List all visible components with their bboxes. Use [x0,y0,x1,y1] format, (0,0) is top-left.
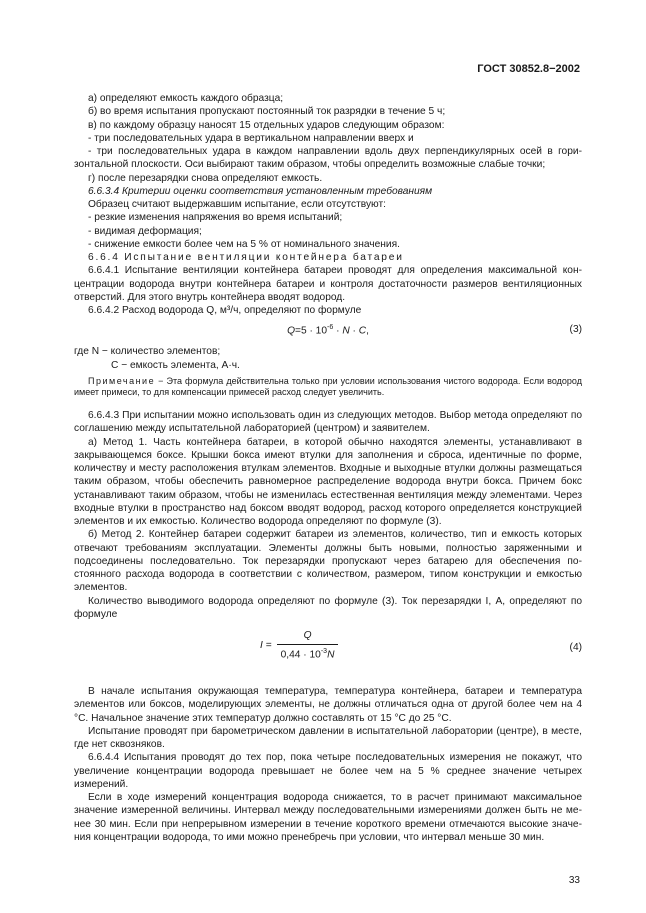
pressure-paragraph: Испытание проводят при барометрическом давлении в испытательной лаборатории (центре), в месте, где нет сквозняков. [74,725,582,751]
criteria-intro: Образец считают выдержавшим испытание, если отсутствуют: [88,199,386,210]
method-1: а) Метод 1. Часть контейнера батареи, в которой обычно находятся элементы, устанавливают в закрывающемся боксе. Крышки бокса имеют втулки для заполнения и сброса, идентичные по форме, количеству и месту расположения втулкам элементов. Входные и выходные втулки должны размещаться таким образом, чтобы обеспечить равномерное распределение водорода внутри бокса. Причем бокс устанавливают таким образом, чтобы не изменилась естественная вентиляция между элементами. Через входные втулки в пространство над боксом вводят водород, расход которого определяется конструкцией элементов и их емкостью. Количество водорода определяют по формуле (3). [74,436,582,528]
document-body [74,92,582,844]
formula-3-number: (3) [569,324,582,336]
item-v-dash-2: - три последовательных удара в каждом направлении вдоль двух перпендикулярных осей в горизонтальной плоскости. Оси выбирают таким образом, чтобы определить возможные слабые точки; [74,146,582,171]
formula-3-expression: $Q=5 \cdot 10^{-6} \cdot N \cdot C$, [287,324,369,337]
paragraph-6-6-4-3: 6.6.4.3 При испытании можно использовать один из следующих методов. Выбор метода определяют по соглашению между испытательной лабораторией (центром) и заявителем. [74,410,582,435]
where-c: C − емкость элемента, А·ч. [111,359,240,371]
criteria-item-2: - видимая деформация; [88,225,202,237]
item-v-dash-1: - три последовательных удара в вертикальном направлении вверх и [88,132,414,144]
paragraph-6-6-4-2: 6.6.4.2 Расход водорода Q, м³/ч, определяют по формуле [88,305,362,316]
page-number: 33 [568,875,580,886]
item-b: б) во время испытания пропускают постоянный ток разрядки в течение 5 ч; [88,106,446,118]
formula-3 [74,321,582,341]
section-6-6-3-4-heading: 6.6.3.4 Критерии оценки соответствия установленным требованиям [88,185,433,197]
where-n: где N − количество элементов; [74,346,221,358]
note-label: Примечание [88,375,156,386]
paragraph-6-6-4-4: 6.6.4.4 Испытания проводят до тех пор, пока четыре последовательных измерения не покажут, что увеличение концентрации водорода превышает не более чем на 5 % среднее значение четырех измерений. [74,752,582,790]
formula-4 [74,629,582,675]
current-formula-intro: Количество выводимого водорода определяют по формуле (3). Ток перезарядки I, А, определяют по формуле [74,595,582,620]
temperature-paragraph: В начале испытания окружающая температура, температура контейнера, батареи и температура элементов или боксов, моделирующих элементы, не должны отличаться одна от другой более чем на 4 °С. Начальное значение этих температур должно составлять от 15 °С до 25 °С. [74,686,582,724]
criteria-item-3: - снижение емкости более чем на 5 % от номинального значения. [88,238,400,250]
note-text: − Эта формула действительна только при условии использования чистого водорода. Если водород имеет примеси, то для компенсации примесей расход следует увеличить. [74,375,582,398]
final-paragraph: Если в ходе измерений концентрация водорода снижается, то в расчет принимают максимальное значение измеренной величины. Интервал между последовательными измерениями должен быть не менее 30 мин. Если при непрерывном измерении в течение короткого времени отмечаются высокие значения концентрации водорода, то ими можно пренебречь при условии, что интервал меньше 30 мин. [74,792,582,843]
item-v: в) по каждому образцу наносят 15 отдельных ударов следующим образом: [88,119,445,131]
paragraph-6-6-4-1: 6.6.4.1 Испытание вентиляции контейнера батареи проводят для определения максимальной концентрации водорода внутри контейнера батареи и контроля достаточности размеров вентиляционных отверстий. Для этого внутрь контейнера вводят водород. [74,265,582,303]
item-a: а) определяют емкость каждого образца; [88,93,284,104]
section-6-6-4-heading: 6.6.4 Испытание вентиляции контейнера батареи [88,252,404,263]
item-g: г) после перезарядки снова определяют емкость. [88,172,323,184]
criteria-item-1: - резкие изменения напряжения во время испытаний; [88,212,343,224]
formula-4-denominator: $0,44 \cdot 10^{-3}N$ [277,644,339,662]
note [74,376,582,399]
standard-header: ГОСТ 30852.8−2002 [477,63,580,75]
formula-4-fraction [277,629,339,662]
formula-4-lhs: I = [260,639,272,651]
method-2: б) Метод 2. Контейнер батареи содержит батареи из элементов, количество, тип и емкость которых отвечают требованиям эксплуатации. Элементы должны быть новыми, полностью заряженными и подсоединены последовательно. Ток перезарядки пропускают через батарею для обеспечения постоянного расхода водорода в соответствии с количеством, размером, типом конструкции и емкостью элементов. [74,529,582,594]
formula-4-number: (4) [569,642,582,654]
formula-4-numerator: Q [303,630,312,642]
